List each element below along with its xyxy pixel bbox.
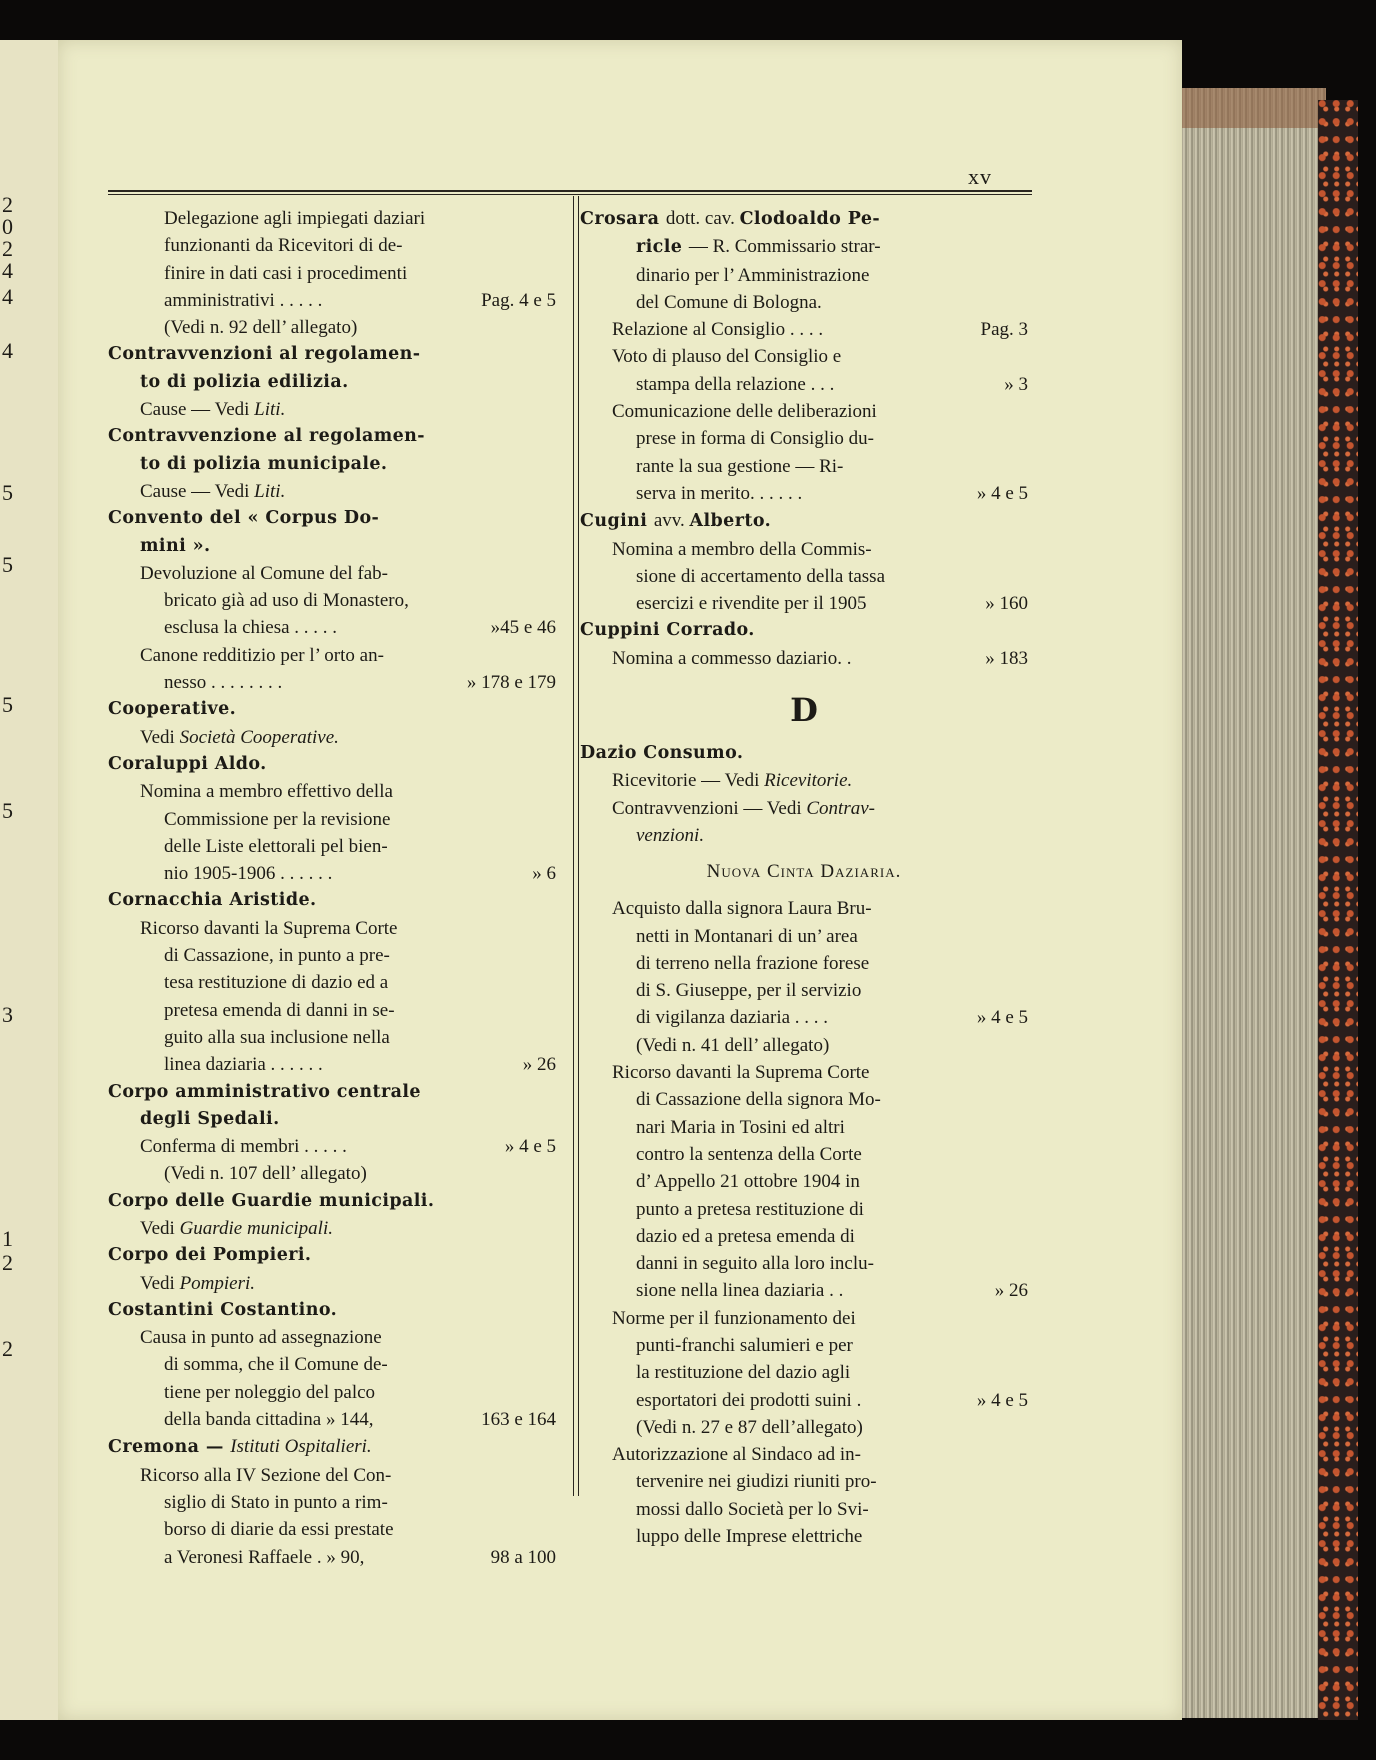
index-heading xyxy=(108,341,556,368)
facing-page-digit: 4 xyxy=(2,284,13,309)
facing-page-digit: 5 xyxy=(2,692,13,717)
entry-text: esportatori dei prodotti suini . xyxy=(636,1389,862,1411)
facing-page-digit: 0 xyxy=(2,214,13,239)
entry-text: Canone redditizio per l’ orto an- xyxy=(140,644,384,666)
heading-text: Contravvenzione al regolamen- xyxy=(108,426,425,447)
heading-qualifier: dott. cav. xyxy=(665,208,740,229)
heading-text: degli Spedali. xyxy=(140,1108,280,1129)
index-heading xyxy=(580,507,1028,535)
entry-text: funzionanti da Ricevitori di de- xyxy=(164,235,403,257)
entry-text: di somma, che il Comune de- xyxy=(164,1354,388,1376)
index-entry-line xyxy=(580,1141,1028,1168)
heading-text: Alberto. xyxy=(689,511,772,532)
entry-text: Vedi xyxy=(140,1217,180,1239)
entry-text: punti-franchi salumieri e per xyxy=(636,1334,853,1356)
entry-text: Commissione per la revisione xyxy=(164,808,391,830)
index-column-left xyxy=(108,205,556,1571)
index-entry-line xyxy=(580,1468,1028,1495)
index-entry-with-page xyxy=(580,1277,1028,1304)
index-entry-line xyxy=(108,642,556,669)
entry-text: dinario per l’ Amministrazione xyxy=(636,264,870,286)
entry-text: borso di diarie da essi prestate xyxy=(164,1519,394,1541)
page-reference: » 6 xyxy=(532,863,556,885)
index-entry-line xyxy=(108,314,556,341)
index-entry-with-page xyxy=(108,614,556,641)
heading-text: Dazio Consumo. xyxy=(580,743,744,764)
index-entry-line xyxy=(580,1114,1028,1141)
book-fore-edge-stain xyxy=(1182,88,1326,128)
entry-text: Acquisto dalla signora Laura Bru- xyxy=(612,898,872,920)
sub-heading: Nuova Cinta Daziaria. xyxy=(706,861,902,883)
index-entry-line xyxy=(580,1496,1028,1523)
entry-text: punto a pretesa restituzione di xyxy=(636,1198,864,1220)
index-entry-line xyxy=(580,1523,1028,1550)
index-entry-line xyxy=(580,767,1028,794)
facing-page-digit: 2 xyxy=(2,236,13,261)
index-entry-line xyxy=(108,1379,556,1406)
index-entry-with-page xyxy=(580,371,1028,398)
entry-text: netti in Montanari di un’ area xyxy=(636,925,858,947)
heading-text: Cugini xyxy=(580,511,654,532)
entry-text: Vedi xyxy=(140,1272,180,1294)
index-entry-line xyxy=(580,262,1028,289)
entry-text: Norme per il funzionamento dei xyxy=(612,1307,856,1329)
entry-text: Relazione al Consiglio . . . . xyxy=(612,319,824,341)
section-letter: D xyxy=(790,691,818,730)
entry-text: Autorizzazione al Sindaco ad in- xyxy=(612,1444,862,1466)
index-entry-line xyxy=(108,1215,556,1242)
index-entry-with-page xyxy=(108,860,556,887)
index-entry-line xyxy=(108,396,556,423)
index-entry-with-page xyxy=(580,1004,1028,1031)
page-reference: Pag. 3 xyxy=(980,319,1028,341)
index-entry-with-page xyxy=(108,1544,556,1571)
entry-text: Conferma di membri . . . . . xyxy=(140,1136,347,1158)
index-heading xyxy=(108,423,556,450)
page-reference: » 26 xyxy=(994,1280,1028,1302)
index-entry-line xyxy=(108,724,556,751)
facing-page-digit: 5 xyxy=(2,798,13,823)
facing-page-digit: 4 xyxy=(2,258,13,283)
index-entry-line xyxy=(580,1059,1028,1086)
entry-text: Causa in punto ad assegnazione xyxy=(140,1327,382,1349)
facing-page-digit: 1 xyxy=(2,1226,13,1251)
index-heading xyxy=(108,505,556,532)
index-entry-line xyxy=(108,1516,556,1543)
entry-text: luppo delle Imprese elettriche xyxy=(636,1526,863,1548)
entry-text: Nomina a commesso daziario. . xyxy=(612,647,852,669)
index-entry-line xyxy=(580,536,1028,563)
index-entry-line xyxy=(108,260,556,287)
column-divider xyxy=(573,196,579,1496)
heading-text: Corpo delle Guardie municipali. xyxy=(108,1190,435,1211)
index-entry-line xyxy=(580,1332,1028,1359)
page-reference: » 183 xyxy=(985,647,1028,669)
index-heading xyxy=(108,1188,556,1215)
heading-text: Convento del « Corpus Do- xyxy=(108,508,380,529)
heading-text: Corpo dei Pompieri. xyxy=(108,1245,312,1266)
entry-text: di Cassazione, in punto a pre- xyxy=(164,945,390,967)
entry-text: la restituzione del dazio agli xyxy=(636,1362,851,1384)
heading-text: to di polizia municipale. xyxy=(140,453,388,474)
entry-text: nio 1905-1906 . . . . . . xyxy=(164,863,333,885)
index-entry-line xyxy=(108,1270,556,1297)
page-reference: Pag. 4 e 5 xyxy=(481,289,556,311)
entry-text: (Vedi n. 107 dell’ allegato) xyxy=(164,1163,367,1185)
index-entry-line xyxy=(108,560,556,587)
index-entry-line xyxy=(580,453,1028,480)
entry-text: tervenire nei giudizi riuniti pro- xyxy=(636,1471,877,1493)
page-reference: » 178 e 179 xyxy=(466,672,556,694)
index-entry-line xyxy=(580,1086,1028,1113)
entry-text: Ricorso davanti la Suprema Corte xyxy=(140,917,398,939)
entry-crossref: Contrav- xyxy=(806,797,875,819)
page-reference: » 160 xyxy=(985,593,1028,615)
index-entry-line xyxy=(580,1032,1028,1059)
entry-text: Delegazione agli impiegati daziari xyxy=(164,208,426,229)
entry-crossref: Liti. xyxy=(254,480,286,502)
entry-text: siglio di Stato in punto a rim- xyxy=(164,1491,388,1513)
index-entry-line xyxy=(108,205,556,232)
page-reference: » 4 e 5 xyxy=(976,1389,1028,1411)
index-heading xyxy=(108,696,556,723)
entry-text: Nomina a membro effettivo della xyxy=(140,781,393,803)
index-entry-with-page xyxy=(580,590,1028,617)
facing-page-digit: 5 xyxy=(2,552,13,577)
page-reference: » 4 e 5 xyxy=(976,1007,1028,1029)
index-entry-line xyxy=(580,1414,1028,1441)
index-entry-line xyxy=(580,822,1028,849)
entry-text: Contravvenzioni — Vedi xyxy=(612,797,807,819)
entry-text: stampa della relazione . . . xyxy=(636,373,835,395)
index-entry-line xyxy=(108,969,556,996)
marbled-board xyxy=(1318,100,1358,1720)
entry-text: nesso . . . . . . . . xyxy=(164,672,283,694)
facing-page-edge xyxy=(0,40,61,1720)
index-entry-line xyxy=(108,942,556,969)
entry-text: guito alla sua inclusione nella xyxy=(164,1026,390,1048)
index-heading xyxy=(108,1106,556,1133)
facing-page-digit: 5 xyxy=(2,480,13,505)
index-entry-line xyxy=(580,1223,1028,1250)
page-reference: 163 e 164 xyxy=(481,1409,556,1431)
entry-text: Devoluzione al Comune del fab- xyxy=(140,562,388,584)
heading-text: Cuppini Corrado. xyxy=(580,620,755,641)
entry-text: finire in dati casi i procedimenti xyxy=(164,262,408,284)
index-heading xyxy=(108,1079,556,1106)
entry-text: sione nella linea daziaria . . xyxy=(636,1280,844,1302)
index-entry-line xyxy=(580,1196,1028,1223)
heading-text: Coraluppi Aldo. xyxy=(108,753,267,774)
index-entry-line xyxy=(108,833,556,860)
index-heading xyxy=(580,740,1028,767)
heading-text: Cremona — xyxy=(108,1437,231,1458)
entry-text: danni in seguito alla loro inclu- xyxy=(636,1253,874,1275)
index-entry-with-page xyxy=(108,1406,556,1433)
page-reference: » 4 e 5 xyxy=(976,482,1028,504)
entry-text: Ricorso alla IV Sezione del Con- xyxy=(140,1464,392,1486)
index-entry-with-page xyxy=(580,480,1028,507)
heading-text: Cornacchia Aristide. xyxy=(108,890,317,911)
entry-text: a Veronesi Raffaele . » 90, xyxy=(164,1546,365,1568)
entry-text: mossi dallo Società per lo Svi- xyxy=(636,1498,869,1520)
index-heading xyxy=(108,533,556,560)
facing-page-digit: 2 xyxy=(2,1336,13,1361)
index-entry-with-page xyxy=(108,1051,556,1078)
entry-crossref: Guardie municipali. xyxy=(179,1217,333,1239)
index-entry-line xyxy=(580,795,1028,822)
heading-text: Cooperative. xyxy=(108,699,237,720)
page-reference: 98 a 100 xyxy=(490,1546,556,1568)
entry-text: di Cassazione della signora Mo- xyxy=(636,1089,881,1111)
entry-text: amministrativi . . . . . xyxy=(164,289,323,311)
index-entry-with-page xyxy=(580,316,1028,343)
index-entry-with-page xyxy=(580,1387,1028,1414)
index-heading xyxy=(108,887,556,914)
entry-crossref: Pompieri. xyxy=(179,1272,256,1294)
index-entry-line xyxy=(108,1462,556,1489)
index-entry-line xyxy=(580,895,1028,922)
book-fore-edge xyxy=(1182,88,1326,1718)
entry-crossref: Ricevitorie. xyxy=(764,770,853,792)
page-reference: »45 e 46 xyxy=(490,617,556,639)
entry-text: di S. Giuseppe, per il servizio xyxy=(636,980,862,1002)
index-heading xyxy=(580,233,1028,261)
index-heading xyxy=(108,1433,556,1461)
facing-page-digit: 3 xyxy=(2,1002,13,1027)
entry-crossref: venzioni. xyxy=(636,824,705,846)
entry-text: delle Liste elettorali pel bien- xyxy=(164,835,388,857)
heading-text: Crosara xyxy=(580,209,666,229)
index-heading xyxy=(108,1242,556,1269)
facing-page-digit: 4 xyxy=(2,338,13,363)
entry-crossref: Società Cooperative. xyxy=(179,726,339,748)
index-entry-line xyxy=(580,343,1028,370)
heading-qualifier: — R. Commissario strar- xyxy=(688,236,881,258)
index-entry-line xyxy=(580,563,1028,590)
index-entry-line xyxy=(108,1489,556,1516)
index-heading xyxy=(108,451,556,478)
index-entry-line xyxy=(108,1160,556,1187)
index-entry-line xyxy=(108,915,556,942)
entry-text: Cause — Vedi xyxy=(140,480,255,502)
heading-text: Costantini Costantino. xyxy=(108,1299,338,1320)
entry-text: di terreno nella frazione forese xyxy=(636,952,870,974)
entry-text: nari Maria in Tosini ed altri xyxy=(636,1116,845,1138)
index-entry-line xyxy=(580,425,1028,452)
page-reference: » 3 xyxy=(1004,373,1028,395)
entry-text: Cause — Vedi xyxy=(140,399,255,421)
page-reference: » 4 e 5 xyxy=(504,1136,556,1158)
header-rule xyxy=(108,190,1032,195)
index-entry-line xyxy=(580,398,1028,425)
index-entry-line xyxy=(108,997,556,1024)
entry-text: (Vedi n. 92 dell’ allegato) xyxy=(164,317,358,339)
index-entry-line xyxy=(580,950,1028,977)
entry-text: Ricevitorie — Vedi xyxy=(612,770,765,792)
index-entry-line xyxy=(580,1250,1028,1277)
facing-page-digit: 2 xyxy=(2,192,13,217)
index-entry-line xyxy=(580,977,1028,1004)
index-entry-line xyxy=(108,587,556,614)
index-heading xyxy=(580,617,1028,644)
index-entry-with-page xyxy=(580,645,1028,672)
heading-text: mini ». xyxy=(140,535,211,556)
index-entry-line xyxy=(580,1305,1028,1332)
page-folio: xv xyxy=(968,164,992,189)
entry-text: tiene per noleggio del palco xyxy=(164,1381,376,1403)
entry-text: Nomina a membro della Commis- xyxy=(612,538,872,560)
heading-qualifier: avv. xyxy=(653,510,690,532)
index-column-right xyxy=(580,205,1028,1550)
entry-text: Voto di plauso del Consiglio e xyxy=(612,346,842,368)
index-entry-line xyxy=(108,232,556,259)
entry-text: serva in merito. . . . . . xyxy=(636,482,803,504)
heading-text: ricle xyxy=(636,237,689,258)
entry-crossref: Liti. xyxy=(254,399,286,421)
index-entry-line xyxy=(580,923,1028,950)
entry-text: dazio ed a pretesa emenda di xyxy=(636,1225,855,1247)
entry-text: Ricorso davanti la Suprema Corte xyxy=(612,1062,870,1084)
index-entry-line xyxy=(108,1024,556,1051)
heading-text: to di polizia edilizia. xyxy=(140,371,349,392)
heading-text: Clodoaldo Pe- xyxy=(739,209,881,229)
index-heading xyxy=(108,369,556,396)
index-entry-line xyxy=(108,1324,556,1351)
index-entry-line xyxy=(580,1168,1028,1195)
entry-text: (Vedi n. 41 dell’ allegato) xyxy=(636,1034,830,1056)
index-entry-line xyxy=(580,289,1028,316)
entry-text: del Comune di Bologna. xyxy=(636,291,822,313)
heading-text: Corpo amministrativo centrale xyxy=(108,1081,421,1102)
heading-crossref: Istituti Ospitalieri. xyxy=(230,1436,372,1458)
entry-text: linea daziaria . . . . . . xyxy=(164,1054,323,1076)
page-reference: » 26 xyxy=(522,1054,556,1076)
entry-text: rante la sua gestione — Ri- xyxy=(636,455,844,477)
index-heading xyxy=(580,205,1028,233)
index-entry-line xyxy=(108,478,556,505)
index-entry-line xyxy=(108,806,556,833)
entry-text: esclusa la chiesa . . . . . xyxy=(164,617,338,639)
index-heading xyxy=(108,751,556,778)
entry-text: Vedi xyxy=(140,726,180,748)
entry-text: tesa restituzione di dazio ed a xyxy=(164,972,389,994)
entry-text: Comunicazione delle deliberazioni xyxy=(612,401,877,423)
index-entry-with-page xyxy=(108,287,556,314)
index-entry-line xyxy=(108,1351,556,1378)
entry-text: esercizi e rivendite per il 1905 xyxy=(636,593,867,615)
entry-text: della banda cittadina » 144, xyxy=(164,1409,374,1431)
facing-page-digit: 2 xyxy=(2,1250,13,1275)
index-entry-line xyxy=(108,778,556,805)
heading-text: Contravvenzioni al regolamen- xyxy=(108,344,421,365)
index-entry-line xyxy=(580,1359,1028,1386)
index-heading xyxy=(108,1297,556,1324)
entry-text: (Vedi n. 27 e 87 dell’allegato) xyxy=(636,1416,863,1438)
entry-text: d’ Appello 21 ottobre 1904 in xyxy=(636,1171,860,1193)
index-entry-with-page xyxy=(108,1133,556,1160)
entry-text: prese in forma di Consiglio du- xyxy=(636,428,874,450)
entry-text: pretesa emenda di danni in se- xyxy=(164,999,395,1021)
entry-text: contro la sentenza della Corte xyxy=(636,1143,862,1165)
index-entry-with-page xyxy=(108,669,556,696)
index-entry-line xyxy=(580,1441,1028,1468)
entry-text: bricato già ad uso di Monastero, xyxy=(164,590,409,612)
entry-text: di vigilanza daziaria . . . . xyxy=(636,1007,829,1029)
entry-text: sione di accertamento della tassa xyxy=(636,565,886,587)
